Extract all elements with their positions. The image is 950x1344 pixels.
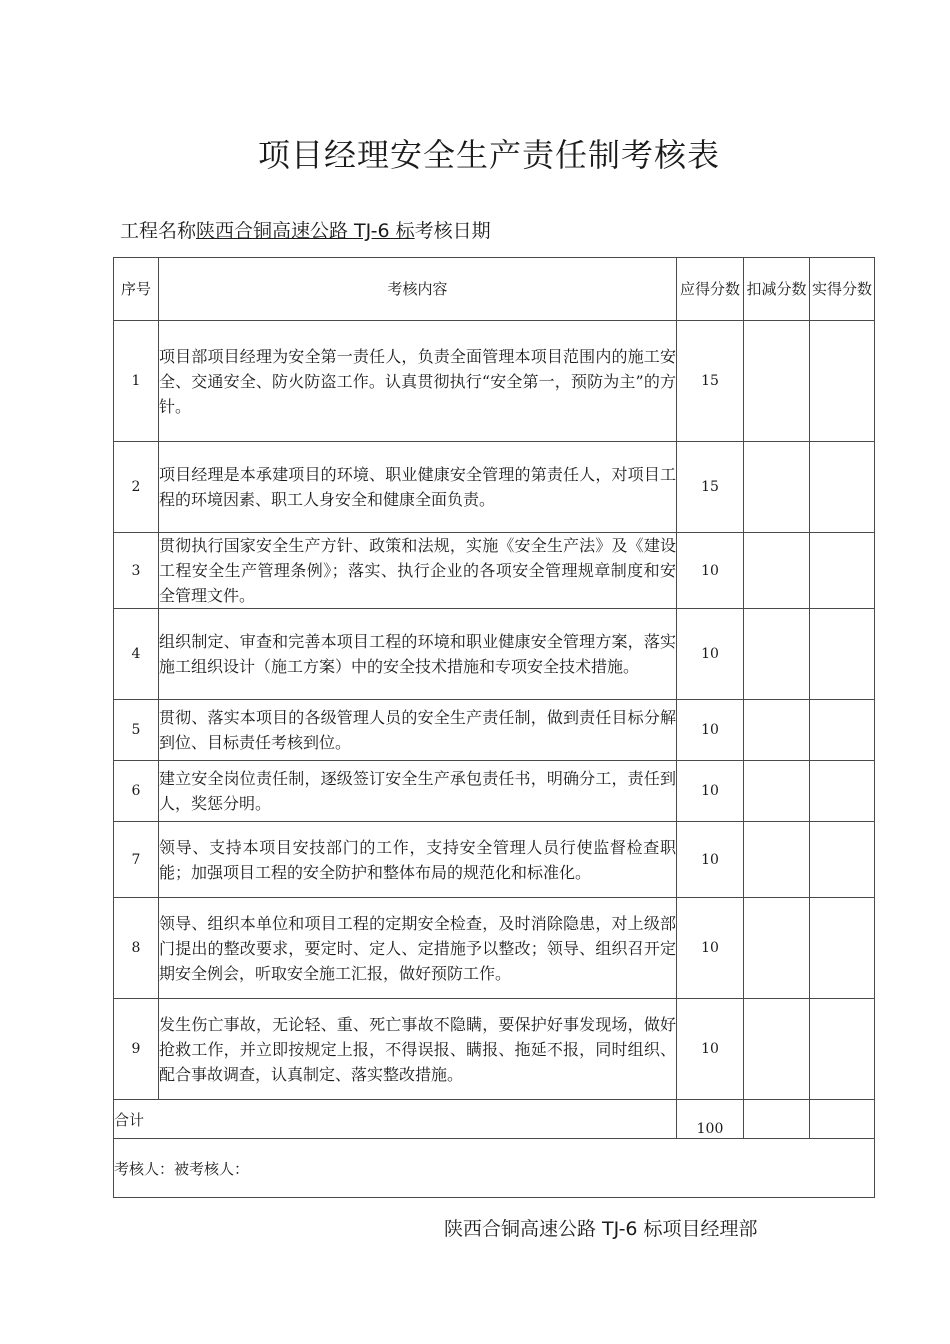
row-seq: 9 bbox=[114, 999, 159, 1100]
row-seq: 2 bbox=[114, 442, 159, 533]
row-deduct-score[interactable] bbox=[744, 822, 810, 898]
header-content: 考核内容 bbox=[159, 258, 677, 321]
row-deduct-score[interactable] bbox=[744, 761, 810, 822]
row-content: 贯彻、落实本项目的各级管理人员的安全生产责任制，做到责任目标分解到位、目标责任考核到位。 bbox=[159, 700, 677, 761]
table-row bbox=[114, 321, 875, 442]
issuing-department: 陕西合铜高速公路 TJ-6 标项目经理部 bbox=[444, 1218, 758, 1240]
row-actual-score[interactable] bbox=[810, 321, 875, 442]
signers: 考核人：被考核人： bbox=[114, 1139, 875, 1198]
table-row bbox=[114, 761, 875, 822]
table-row bbox=[114, 999, 875, 1100]
header-deduct-score: 扣减分数 bbox=[744, 258, 810, 321]
row-due-score: 10 bbox=[677, 822, 744, 898]
row-deduct-score[interactable] bbox=[744, 321, 810, 442]
row-actual-score[interactable] bbox=[810, 442, 875, 533]
row-actual-score[interactable] bbox=[810, 761, 875, 822]
row-deduct-score[interactable] bbox=[744, 999, 810, 1100]
signers-row bbox=[114, 1139, 875, 1198]
row-seq: 5 bbox=[114, 700, 159, 761]
table-row bbox=[114, 898, 875, 999]
row-due-score: 15 bbox=[677, 321, 744, 442]
row-due-score: 10 bbox=[677, 700, 744, 761]
row-actual-score[interactable] bbox=[810, 533, 875, 609]
row-content: 建立安全岗位责任制，逐级签订安全生产承包责任书，明确分工，责任到人，奖惩分明。 bbox=[159, 761, 677, 822]
row-content: 组织制定、审查和完善本项目工程的环境和职业健康安全管理方案，落实施工组织设计（施工方案）中的安全技术措施和专项安全技术措施。 bbox=[159, 609, 677, 700]
row-seq: 8 bbox=[114, 898, 159, 999]
total-score: 100 bbox=[677, 1100, 744, 1139]
row-deduct-score[interactable] bbox=[744, 898, 810, 999]
header-due-score: 应得分数 bbox=[677, 258, 744, 321]
header-seq: 序号 bbox=[114, 258, 159, 321]
row-due-score: 10 bbox=[677, 609, 744, 700]
table-row bbox=[114, 609, 875, 700]
row-seq: 7 bbox=[114, 822, 159, 898]
row-actual-score[interactable] bbox=[810, 822, 875, 898]
row-due-score: 10 bbox=[677, 999, 744, 1100]
total-row bbox=[114, 1100, 875, 1139]
row-deduct-score[interactable] bbox=[744, 609, 810, 700]
row-content: 领导、支持本项目安技部门的工作，支持安全管理人员行使监督检查职能；加强项目工程的安全防护和整体布局的规范化和标准化。 bbox=[159, 822, 677, 898]
row-content: 项目部项目经理为安全第一责任人，负责全面管理本项目范围内的施工安全、交通安全、防火防盗工作。认真贯彻执行“安全第一，预防为主”的方针。 bbox=[159, 321, 677, 442]
project-info-line bbox=[120, 216, 491, 243]
row-due-score: 15 bbox=[677, 442, 744, 533]
row-actual-score[interactable] bbox=[810, 700, 875, 761]
project-name-value: 陕西合铜高速公路 TJ-6 标 bbox=[196, 220, 415, 242]
assessment-table bbox=[113, 257, 875, 1198]
row-due-score: 10 bbox=[677, 533, 744, 609]
project-name-label: 工程名称 bbox=[120, 220, 197, 242]
total-deduct-score[interactable] bbox=[744, 1100, 810, 1139]
row-actual-score[interactable] bbox=[810, 898, 875, 999]
table-row bbox=[114, 533, 875, 609]
table-row bbox=[114, 442, 875, 533]
row-seq: 1 bbox=[114, 321, 159, 442]
table-row bbox=[114, 822, 875, 898]
row-deduct-score[interactable] bbox=[744, 700, 810, 761]
row-due-score: 10 bbox=[677, 761, 744, 822]
table-header-row bbox=[114, 258, 875, 321]
row-content: 领导、组织本单位和项目工程的定期安全检查，及时消除隐患，对上级部门提出的整改要求，要定时、定人、定措施予以整改；领导、组织召开定期安全例会，听取安全施工汇报，做好预防工作。 bbox=[159, 898, 677, 999]
row-seq: 4 bbox=[114, 609, 159, 700]
header-actual-score: 实得分数 bbox=[810, 258, 875, 321]
row-due-score: 10 bbox=[677, 898, 744, 999]
row-content: 发生伤亡事故，无论轻、重、死亡事故不隐瞒，要保护好事发现场，做好抢救工作，并立即按规定上报，不得误报、瞒报、拖延不报，同时组织、配合事故调查，认真制定、落实整改措施。 bbox=[159, 999, 677, 1100]
page-title: 项目经理安全生产责任制考核表 bbox=[258, 136, 721, 174]
row-actual-score[interactable] bbox=[810, 999, 875, 1100]
row-seq: 3 bbox=[114, 533, 159, 609]
row-seq: 6 bbox=[114, 761, 159, 822]
total-actual-score[interactable] bbox=[810, 1100, 875, 1139]
table-row bbox=[114, 700, 875, 761]
row-actual-score[interactable] bbox=[810, 609, 875, 700]
row-content: 贯彻执行国家安全生产方针、政策和法规，实施《安全生产法》及《建设工程安全生产管理条例》；落实、执行企业的各项安全管理规章制度和安全管理文件。 bbox=[159, 533, 677, 609]
row-deduct-score[interactable] bbox=[744, 442, 810, 533]
row-content: 项目经理是本承建项目的环境、职业健康安全管理的第责任人，对项目工程的环境因素、职工人身安全和健康全面负责。 bbox=[159, 442, 677, 533]
assessment-date-label: 考核日期 bbox=[414, 220, 491, 242]
total-label: 合计 bbox=[114, 1100, 677, 1139]
row-deduct-score[interactable] bbox=[744, 533, 810, 609]
